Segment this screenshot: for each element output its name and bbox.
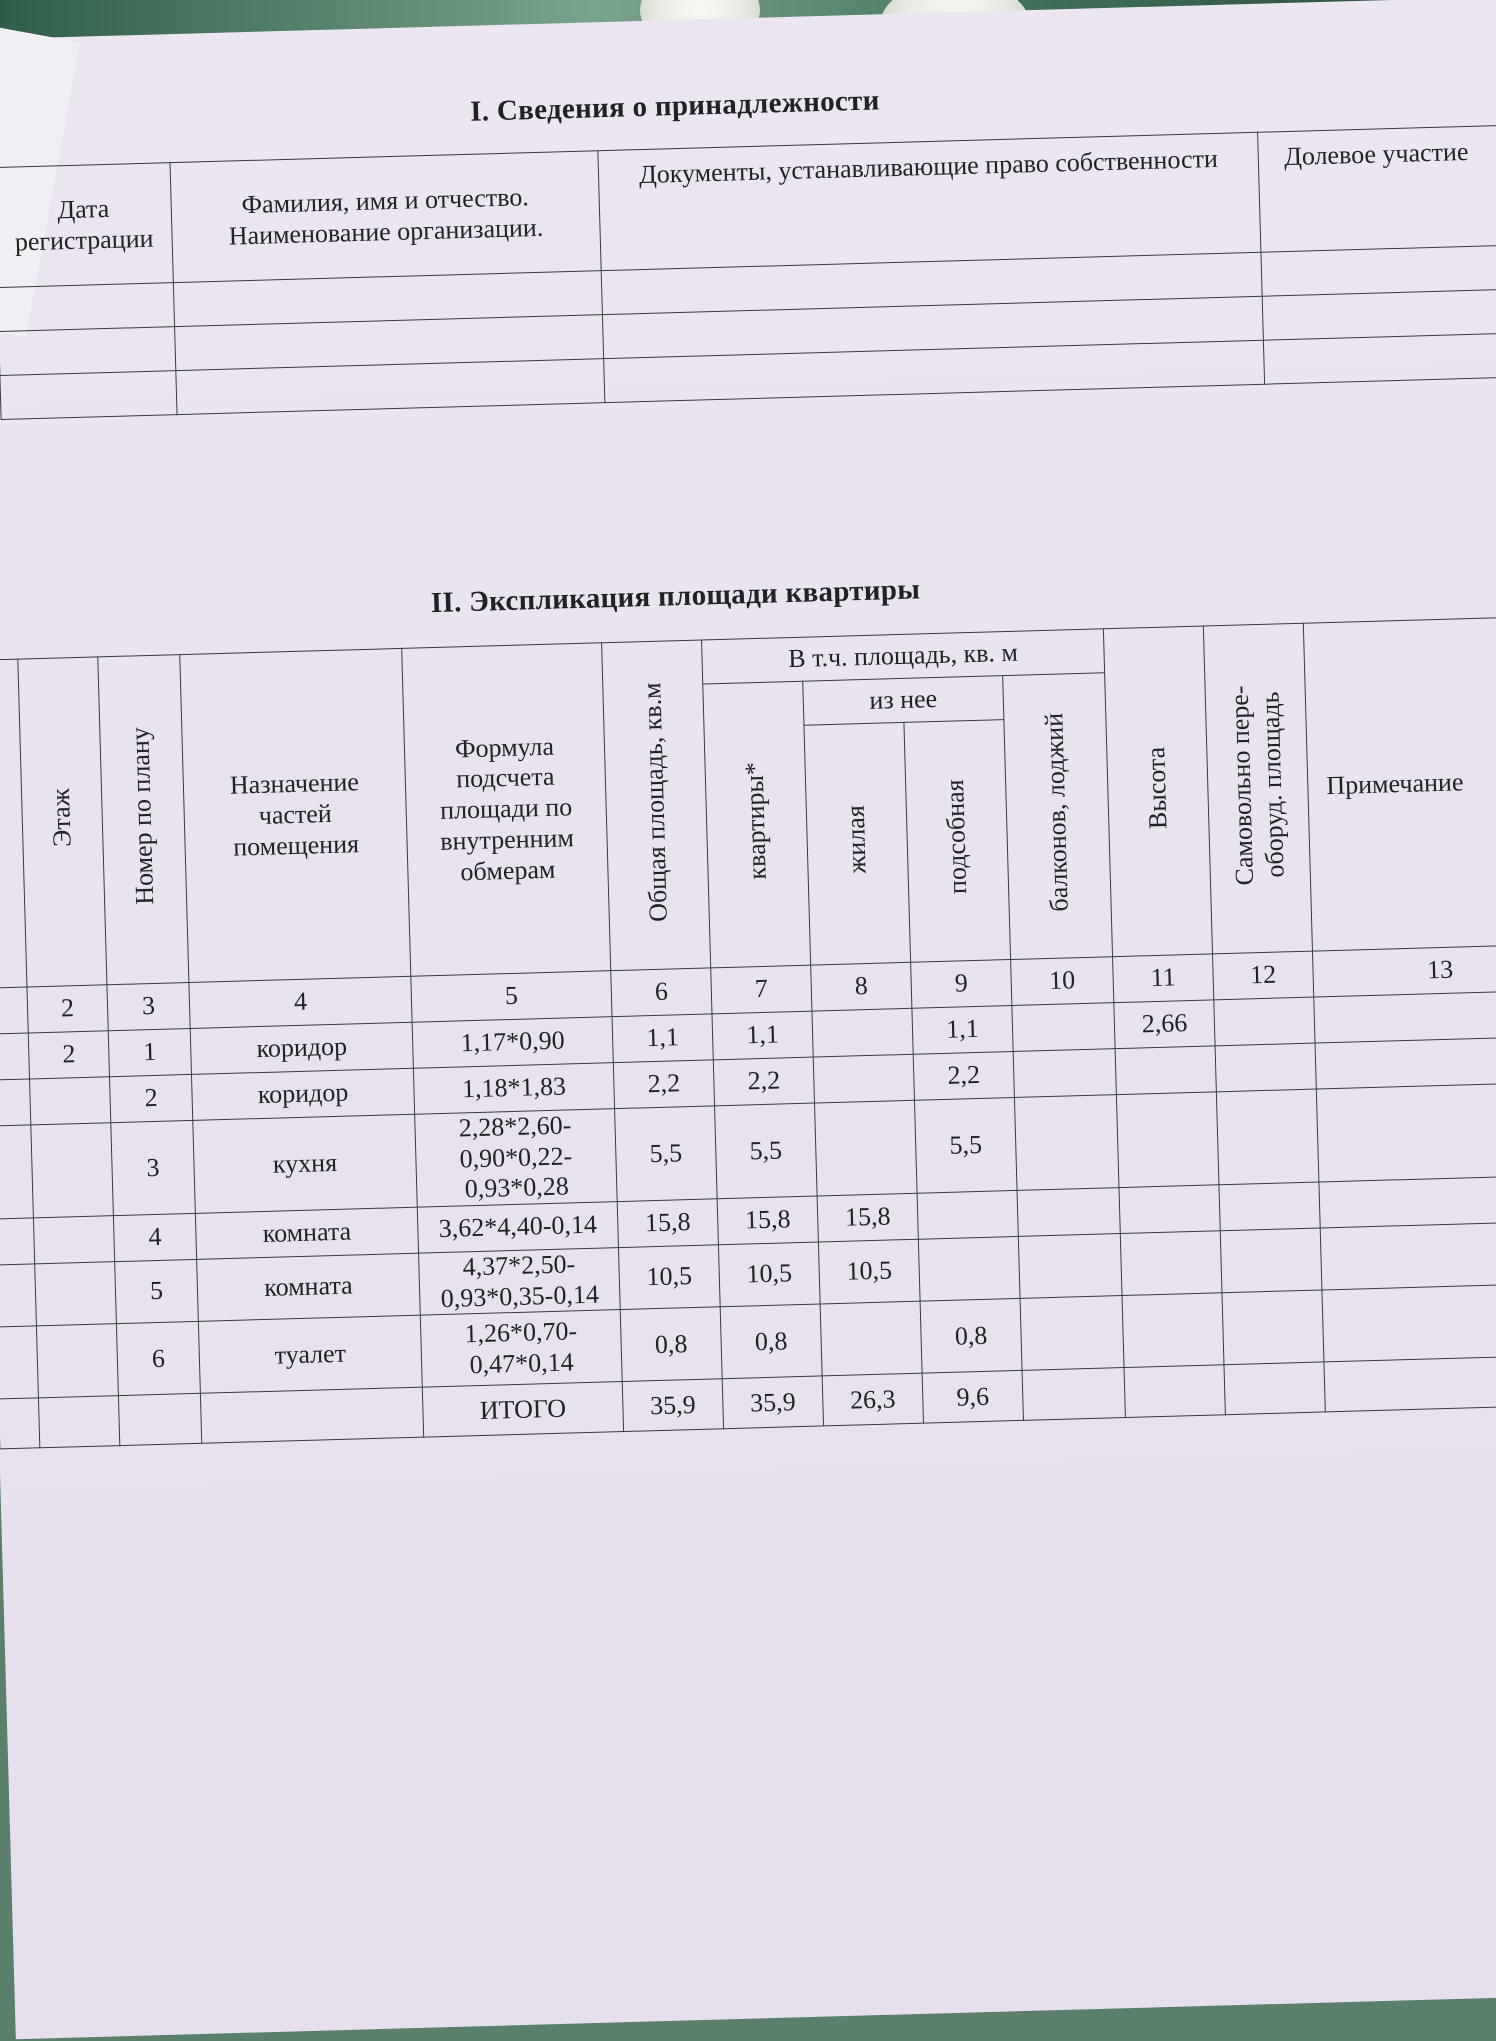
purpose-cell: комната (197, 1253, 421, 1322)
apartment-area-cell: 2,2 (713, 1057, 814, 1106)
col-header-apartment: квартиры* (703, 681, 811, 968)
height-cell (1119, 1185, 1220, 1234)
auxiliary-area-cell: 5,5 (914, 1097, 1017, 1193)
area-explication-table (0, 616, 1496, 1450)
total-area-cell: 10,5 (618, 1245, 720, 1310)
plan-number-cell: 3 (111, 1120, 196, 1215)
col-header-docs: Документы, устанавливающие право собственности (598, 132, 1261, 270)
total-living-value: 26,3 (822, 1374, 923, 1427)
height-cell (1122, 1293, 1224, 1368)
col-header-name: Фамилия, имя и отчество. Наименование организации. (170, 151, 601, 283)
auxiliary-area-cell: 2,2 (913, 1051, 1014, 1100)
purpose-cell: коридор (191, 1068, 414, 1120)
total-apartment-value: 35,9 (722, 1376, 823, 1429)
formula-cell: 1,18*1,83 (413, 1063, 614, 1115)
height-cell (1120, 1231, 1222, 1296)
apartment-area-cell: 5,5 (715, 1103, 818, 1199)
unauthorized-area-cell (1214, 997, 1315, 1046)
living-area-cell (813, 1054, 914, 1103)
total-area-cell: 0,8 (620, 1307, 722, 1382)
col-number: 13 (1313, 944, 1496, 997)
col-header-floor: Этаж (18, 657, 107, 987)
auxiliary-area-cell: 1,1 (912, 1006, 1013, 1055)
formula-cell: 4,37*2,50- 0,93*0,35-0,14 (419, 1248, 621, 1316)
edge-cell (0, 1218, 35, 1265)
total-area-cell: 1,1 (612, 1014, 713, 1063)
edge-cell (0, 1326, 38, 1399)
balcony-area-cell (1013, 1049, 1116, 1098)
balcony-area-cell (1020, 1296, 1124, 1371)
col-header-note: Примечание (1303, 616, 1496, 951)
total-area-cell: 15,8 (617, 1199, 718, 1248)
purpose-cell: коридор (190, 1022, 413, 1074)
balcony-area-cell (1012, 1003, 1115, 1052)
edge-cell (0, 1079, 31, 1126)
total-auxiliary-value: 9,6 (922, 1371, 1023, 1424)
edge-cell (0, 1033, 30, 1080)
note-cell (1320, 1221, 1496, 1290)
unauthorized-area-cell (1219, 1182, 1320, 1231)
col-number: 5 (411, 971, 612, 1023)
note-cell (1322, 1283, 1496, 1362)
col-number: 7 (711, 965, 812, 1014)
formula-cell: 2,28*2,60- 0,90*0,22- 0,93*0,28 (415, 1109, 618, 1208)
apartment-area-cell: 10,5 (718, 1242, 820, 1307)
plan-number-cell: 1 (108, 1028, 191, 1076)
unauthorized-area-cell (1215, 1043, 1316, 1092)
plan-number-cell: 6 (116, 1322, 200, 1396)
balcony-area-cell (1014, 1095, 1119, 1191)
edge-cell (0, 1264, 36, 1327)
floor-cell (30, 1077, 111, 1125)
unauthorized-area-cell (1220, 1228, 1322, 1293)
auxiliary-area-cell (918, 1236, 1020, 1301)
auxiliary-area-cell: 0,8 (920, 1299, 1022, 1374)
col-number: 6 (611, 968, 712, 1017)
unauthorized-area-cell (1222, 1290, 1324, 1365)
col-header-auxiliary: подсобная (904, 720, 1011, 963)
apartment-area-cell: 15,8 (717, 1196, 818, 1245)
formula-cell: 3,62*4,40-0,14 (417, 1202, 618, 1254)
col-number: 9 (911, 960, 1012, 1009)
col-header-date: Дата регистрации (0, 163, 173, 288)
living-area-cell (820, 1302, 922, 1377)
total-area-value: 35,9 (622, 1379, 723, 1432)
total-label: ИТОГО (422, 1382, 623, 1438)
col-header-share: Долевое участие (1258, 124, 1496, 252)
edge-cell (0, 1398, 40, 1449)
floor-cell (36, 1324, 118, 1398)
purpose-cell: кухня (193, 1114, 418, 1213)
apartment-area-cell: 0,8 (720, 1304, 822, 1379)
col-header-living: жилая (804, 722, 911, 965)
note-cell (1319, 1175, 1496, 1228)
floor-cell (35, 1262, 117, 1327)
total-area-cell: 2,2 (613, 1060, 714, 1109)
col-header-incl-area: В т.ч. площадь, кв. м (702, 629, 1105, 684)
col-number: 11 (1113, 954, 1214, 1003)
unauthorized-area-cell (1216, 1089, 1319, 1185)
col-header-height: Высота (1103, 626, 1212, 957)
apartment-area-cell: 1,1 (712, 1011, 813, 1060)
col-number: 2 (27, 985, 108, 1033)
purpose-cell: туалет (198, 1316, 422, 1394)
living-area-cell: 15,8 (817, 1193, 918, 1242)
note-cell (1316, 1082, 1496, 1182)
col-number: 4 (189, 976, 412, 1028)
col-header-plan-no: Номер по плану (98, 655, 189, 985)
formula-cell: 1,17*0,90 (412, 1017, 613, 1069)
note-cell (1315, 1036, 1496, 1089)
height-cell (1116, 1092, 1219, 1188)
col-header-formula: Формула подсчета площади по внутренним обмерам (402, 643, 611, 976)
col-header-of-it: из нее (803, 676, 1004, 726)
floor-cell (31, 1123, 114, 1218)
living-area-cell (815, 1100, 918, 1196)
ownership-table (0, 124, 1496, 420)
col-number: 12 (1213, 951, 1314, 1000)
note-cell (1314, 990, 1496, 1043)
floor-cell (33, 1216, 114, 1264)
formula-cell: 1,26*0,70- 0,47*0,14 (420, 1310, 622, 1388)
col-header-unauthorized: Самовольно пере-оборуд. площадь (1203, 623, 1312, 954)
auxiliary-area-cell (917, 1190, 1018, 1239)
col-header-balconies: балконов, лоджий (1003, 673, 1113, 960)
section1-title: I. Сведения о принадлежности (469, 84, 881, 128)
plan-number-cell: 4 (113, 1213, 196, 1261)
balcony-area-cell (1017, 1188, 1120, 1237)
col-number: 8 (811, 962, 912, 1011)
height-cell (1115, 1046, 1216, 1095)
purpose-cell: комната (195, 1207, 418, 1259)
section2-title: II. Экспликация площади квартиры (430, 573, 921, 620)
col-number: 3 (107, 982, 190, 1030)
area-rows (0, 990, 1496, 1399)
height-cell: 2,66 (1114, 1000, 1215, 1049)
living-area-cell (812, 1008, 913, 1057)
balcony-area-cell (1018, 1234, 1122, 1299)
total-area-cell: 5,5 (615, 1106, 718, 1202)
col-header-purpose: Назначение частей помещения (180, 648, 411, 982)
edge-cell (0, 987, 28, 1034)
col-header-total-area: Общая площадь, кв.м (602, 640, 711, 971)
col-number: 10 (1011, 957, 1114, 1006)
floor-cell: 2 (28, 1031, 109, 1079)
living-area-cell: 10,5 (818, 1239, 920, 1304)
plan-number-cell: 5 (115, 1259, 199, 1324)
edge-cell (0, 1125, 33, 1219)
plan-number-cell: 2 (110, 1074, 193, 1122)
